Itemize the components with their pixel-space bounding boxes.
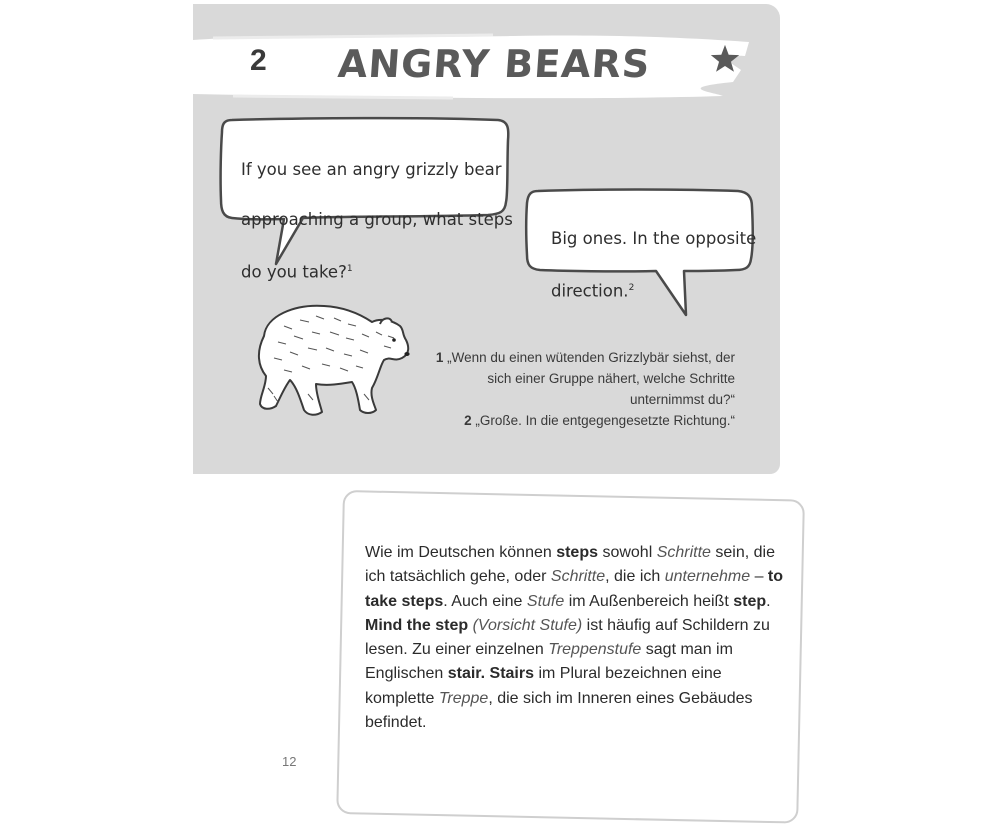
term-english: steps xyxy=(556,544,598,561)
question-line-1: If you see an angry grizzly bear xyxy=(241,160,502,179)
question-line-2: approaching a group, what steps xyxy=(241,210,513,229)
star-icon xyxy=(708,42,742,76)
question-text xyxy=(241,132,513,285)
term-german: Treppe xyxy=(438,689,489,707)
question-line-3: do you take? xyxy=(241,262,347,282)
body-fragment: ist häufig auf Schildern zu lesen. Zu einer einzelnen xyxy=(365,616,770,659)
term-german: unternehme xyxy=(664,568,751,586)
body-fragment: Wie im Deutschen können xyxy=(365,544,557,561)
footnote-1-number: 1 xyxy=(435,350,444,365)
footnote-ref-1: 1 xyxy=(346,264,353,274)
term-german: Schritte xyxy=(656,544,711,561)
footnote-2 xyxy=(410,410,735,431)
term-english: step xyxy=(733,592,767,610)
term-german: Treppenstufe xyxy=(548,641,642,659)
explanation-text xyxy=(365,541,785,735)
term-english: Mind the step xyxy=(365,616,469,634)
body-fragment: . xyxy=(766,592,771,610)
body-fragment: , die sich im Inneren eines Gebäudes befindet. xyxy=(365,689,753,732)
body-fragment: , die ich xyxy=(605,568,665,586)
footnote-ref-2: 2 xyxy=(628,283,635,293)
answer-line-2: direction. xyxy=(551,281,629,301)
body-fragment: . Auch eine xyxy=(443,592,527,610)
footnote-1 xyxy=(410,347,735,410)
answer-line-1: Big ones. In the opposite xyxy=(551,229,757,248)
body-fragment: im Plural bezeichnen eine komplette xyxy=(365,665,722,707)
bear-illustration xyxy=(244,296,412,422)
answer-text xyxy=(551,201,756,304)
term-english: to take steps xyxy=(365,568,784,610)
term-english: stair. Stairs xyxy=(447,665,534,683)
term-german: (Vorsicht Stufe) xyxy=(472,616,583,634)
footnote-2-number: 2 xyxy=(464,413,472,428)
page-number: 12 xyxy=(282,754,297,769)
footnote-1-text: „Wenn du einen wütenden Grizzlybär siehst, der sich einer Gruppe nähert, welche Schritte unternimmst du?“ xyxy=(447,350,735,407)
body-fragment: sowohl xyxy=(598,544,657,561)
footnote-2-text: „Große. In die entgegengesetzte Richtung.“ xyxy=(475,413,735,428)
body-fragment: – xyxy=(750,568,768,586)
body-fragment: im Außenbereich heißt xyxy=(564,592,734,610)
lesson-number: 2 xyxy=(250,44,267,77)
footnotes xyxy=(410,347,735,431)
lesson-title: ANGRY BEARS xyxy=(336,42,652,86)
body-fragment: sein, die ich tatsächlich gehe, oder xyxy=(365,544,775,586)
term-german: Schritte xyxy=(550,568,606,586)
term-german: Stufe xyxy=(526,592,565,610)
body-fragment: sagt man im Englischen xyxy=(365,641,733,683)
